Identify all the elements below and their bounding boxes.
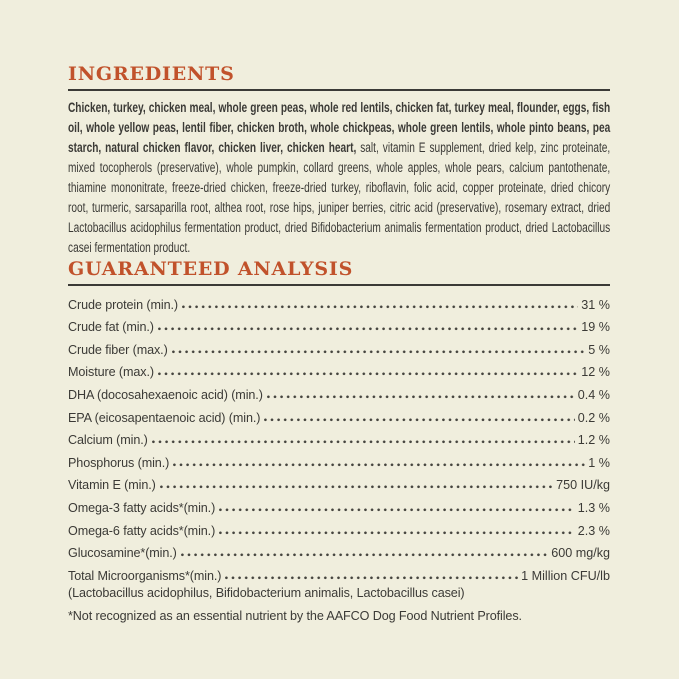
analysis-row-total-microorganisms — [68, 560, 610, 583]
dot-leader — [158, 371, 578, 377]
analysis-row-value: 750 IU/kg — [556, 478, 610, 493]
dot-leader — [181, 552, 548, 558]
analysis-row-label: Moisture (max.) — [68, 365, 154, 380]
dot-leader — [264, 417, 574, 423]
analysis-row-value: 5 % — [588, 342, 610, 357]
analysis-row-phosphorus — [68, 447, 610, 470]
dot-leader — [160, 484, 553, 490]
analysis-row-dha — [68, 379, 610, 402]
analysis-row-value: 1.3 % — [577, 500, 610, 515]
guaranteed-analysis-divider — [68, 284, 610, 286]
analysis-row-crude-fat — [68, 312, 610, 335]
microorganisms-note: (Lactobacillus acidophilus, Bifidobacterium animalis, Lactobacillus casei) — [68, 585, 465, 600]
ingredients-heading: INGREDIENTS — [68, 63, 235, 85]
analysis-row-value: 600 mg/kg — [551, 546, 610, 561]
analysis-row-label: Calcium (min.) — [68, 433, 148, 448]
analysis-row-label: Crude protein (min.) — [68, 297, 178, 312]
dot-leader — [225, 575, 518, 581]
analysis-row-value: 1 Million CFU/lb — [521, 568, 610, 583]
dot-leader — [219, 530, 575, 536]
analysis-row-label: Vitamin E (min.) — [68, 478, 156, 493]
ingredients-divider — [68, 89, 610, 91]
analysis-row-label: Crude fiber (max.) — [68, 342, 168, 357]
analysis-row-value: 31 % — [581, 297, 610, 312]
dot-leader — [182, 304, 578, 310]
ingredients-secondary-list: salt, vitamin E supplement, dried kelp, zinc proteinate, mixed tocopherols (preservative), whole pumpkin, collard greens, whole apples, whole pears, calcium pantothenate, thiamine mononitrate, freeze-dried chicken, freeze-dried turkey, riboflavin, folic acid, copper proteinate, dried chicory root, turmeric, sarsaparilla root, althea root, rose hips, juniper berries, citric acid (preservative), rosemary extract, dried Lactobacillus acidophilus fermentation product, dried Bifidobacterium animalis fermentation product, dried Lactobacillus casei fermentation product. — [68, 140, 611, 255]
analysis-row-label: EPA (eicosapentaenoic acid) (min.) — [68, 410, 261, 425]
analysis-row-label: Omega-3 fatty acids*(min.) — [68, 500, 216, 515]
label-content — [68, 63, 611, 623]
analysis-row-value: 2.3 % — [577, 523, 610, 538]
analysis-row-calcium — [68, 425, 610, 448]
dot-leader — [158, 326, 578, 332]
analysis-row-value: 19 % — [581, 320, 610, 335]
analysis-row-omega-6 — [68, 515, 610, 538]
analysis-row-value: 0.2 % — [577, 410, 610, 425]
analysis-row-label: Crude fat (min.) — [68, 320, 154, 335]
ingredients-primary-list: Chicken, turkey, chicken meal, whole green peas, whole red lentils, chicken fat, turkey meal, flounder, eggs, fish oil, whole yellow peas, lentil fiber, chicken broth, whole chickpeas, whole green lentils, whole pinto beans, pea starch, natural chicken flavor, chicken liver, chicken heart, — [68, 100, 611, 155]
analysis-row-label: Glucosamine*(min.) — [68, 546, 177, 561]
guaranteed-analysis-heading: GUARANTEED ANALYSIS — [68, 258, 354, 280]
analysis-row-omega-3 — [68, 492, 610, 515]
ingredients-text — [68, 98, 610, 258]
analysis-row-label: DHA (docosahexaenoic acid) (min.) — [68, 387, 263, 402]
analysis-row-value: 12 % — [581, 365, 610, 380]
aafco-footnote: *Not recognized as an essential nutrient by the AAFCO Dog Food Nutrient Profiles. — [68, 608, 522, 623]
analysis-table — [68, 289, 610, 583]
analysis-row-value: 1 % — [588, 455, 610, 470]
analysis-row-vitamin-e — [68, 470, 610, 493]
analysis-row-label: Total Microorganisms*(min.) — [68, 568, 222, 583]
analysis-row-value: 0.4 % — [577, 387, 610, 402]
analysis-row-epa — [68, 402, 610, 425]
ingredients-section — [68, 63, 610, 258]
analysis-row-crude-fiber — [68, 334, 610, 357]
dot-leader — [172, 349, 586, 355]
guaranteed-analysis-section — [68, 258, 610, 623]
analysis-row-glucosamine — [68, 538, 610, 561]
dot-leader — [219, 507, 575, 513]
analysis-row-moisture — [68, 357, 610, 380]
dot-leader — [267, 394, 575, 400]
analysis-row-crude-protein — [68, 289, 610, 312]
analysis-row-label: Phosphorus (min.) — [68, 455, 170, 470]
analysis-row-value: 1.2 % — [577, 433, 610, 448]
dot-leader — [152, 439, 575, 445]
dot-leader — [173, 462, 585, 468]
analysis-row-label: Omega-6 fatty acids*(min.) — [68, 523, 216, 538]
